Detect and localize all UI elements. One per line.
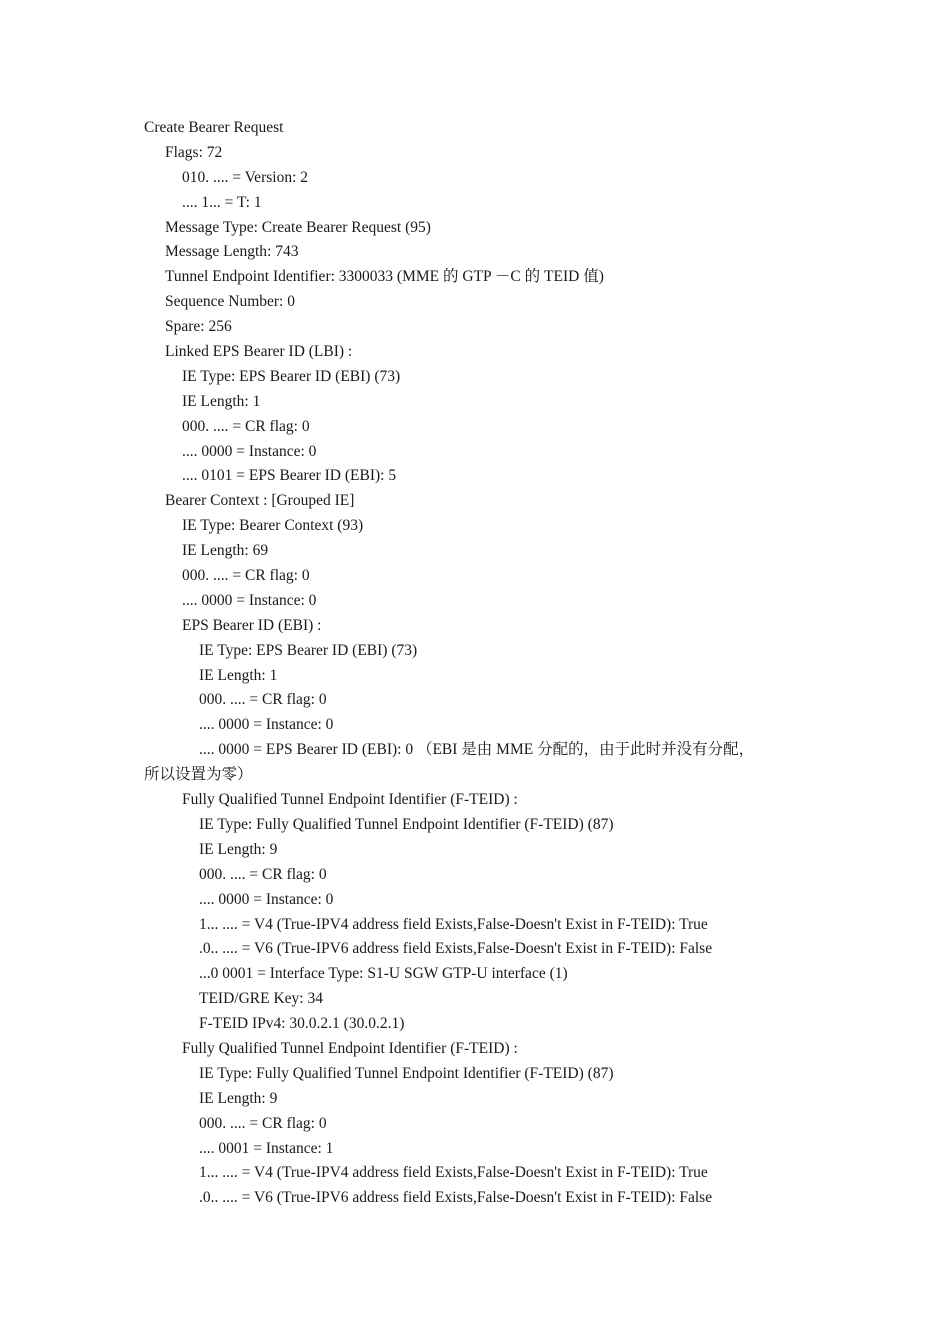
ebi-value-note-continued: 所以设置为零）: [144, 766, 253, 784]
ebi-ie-length: IE Length: 1: [199, 666, 278, 684]
bearer-context-ie-type: IE Type: Bearer Context (93): [182, 517, 364, 535]
bearer-context-heading: Bearer Context : [Grouped IE]: [165, 492, 355, 510]
fteid-2-ie-type: IE Type: Fully Qualified Tunnel Endpoint Identifier (F-TEID) (87): [199, 1064, 614, 1082]
bearer-context-ie-length: IE Length: 69: [182, 542, 269, 560]
teid-line: Tunnel Endpoint Identifier: 3300033 (MME 的 GTP －C 的 TEID 值): [165, 268, 604, 286]
lbi-instance: .... 0000 = Instance: 0: [182, 442, 317, 460]
bearer-context-cr-flag: 000. .... = CR flag: 0: [182, 567, 310, 585]
fteid-2-v4-flag: 1... .... = V4 (True-IPV4 address field Exists,False-Doesn't Exist in F-TEID): True: [199, 1164, 708, 1182]
t-flag-line: .... 1... = T: 1: [182, 193, 262, 211]
ebi-instance: .... 0000 = Instance: 0: [199, 716, 334, 734]
lbi-heading: Linked EPS Bearer ID (LBI) :: [165, 343, 353, 361]
fteid-2-instance: .... 0001 = Instance: 1: [199, 1139, 334, 1157]
fteid-2-cr-flag: 000. .... = CR flag: 0: [199, 1114, 327, 1132]
fteid-1-ipv4: F-TEID IPv4: 30.0.2.1 (30.0.2.1): [199, 1015, 405, 1033]
fteid-2-v6-flag: .0.. .... = V6 (True-IPV6 address field Exists,False-Doesn't Exist in F-TEID): False: [199, 1189, 713, 1207]
ebi-cr-flag: 000. .... = CR flag: 0: [199, 691, 327, 709]
lbi-ie-type: IE Type: EPS Bearer ID (EBI) (73): [182, 367, 401, 385]
bearer-context-instance: .... 0000 = Instance: 0: [182, 591, 317, 609]
lbi-ebi-value: .... 0101 = EPS Bearer ID (EBI): 5: [182, 467, 397, 485]
fteid-1-cr-flag: 000. .... = CR flag: 0: [199, 865, 327, 883]
lbi-cr-flag: 000. .... = CR flag: 0: [182, 417, 310, 435]
spare-line: Spare: 256: [165, 318, 232, 336]
fteid-1-instance: .... 0000 = Instance: 0: [199, 890, 334, 908]
lbi-ie-length: IE Length: 1: [182, 392, 261, 410]
ebi-heading: EPS Bearer ID (EBI) :: [182, 616, 322, 634]
fteid-1-v4-flag: 1... .... = V4 (True-IPV4 address field Exists,False-Doesn't Exist in F-TEID): True: [199, 915, 708, 933]
fteid-1-gre-key: TEID/GRE Key: 34: [199, 990, 323, 1008]
message-length-line: Message Length: 743: [165, 243, 299, 261]
fteid-2-heading: Fully Qualified Tunnel Endpoint Identifier (F-TEID) :: [182, 1039, 518, 1057]
message-type-line: Message Type: Create Bearer Request (95): [165, 218, 431, 236]
message-title: Create Bearer Request: [144, 119, 284, 136]
ebi-ie-type: IE Type: EPS Bearer ID (EBI) (73): [199, 641, 418, 659]
sequence-number-line: Sequence Number: 0: [165, 293, 295, 311]
fteid-1-v6-flag: .0.. .... = V6 (True-IPV6 address field Exists,False-Doesn't Exist in F-TEID): False: [199, 940, 713, 958]
fteid-1-interface-type: ...0 0001 = Interface Type: S1-U SGW GTP-U interface (1): [199, 965, 568, 983]
ebi-value-note: .... 0000 = EPS Bearer ID (EBI): 0 （EBI 是由 MME 分配的，由于此时并没有分配，: [199, 741, 755, 759]
fteid-1-ie-type: IE Type: Fully Qualified Tunnel Endpoint Identifier (F-TEID) (87): [199, 815, 614, 833]
fteid-1-ie-length: IE Length: 9: [199, 840, 278, 858]
fteid-1-heading: Fully Qualified Tunnel Endpoint Identifier (F-TEID) :: [182, 791, 518, 809]
fteid-2-ie-length: IE Length: 9: [199, 1089, 278, 1107]
packet-decode-text: [144, 116, 824, 1211]
version-line: 010. .... = Version: 2: [182, 168, 308, 186]
flags-line: Flags: 72: [165, 143, 223, 161]
